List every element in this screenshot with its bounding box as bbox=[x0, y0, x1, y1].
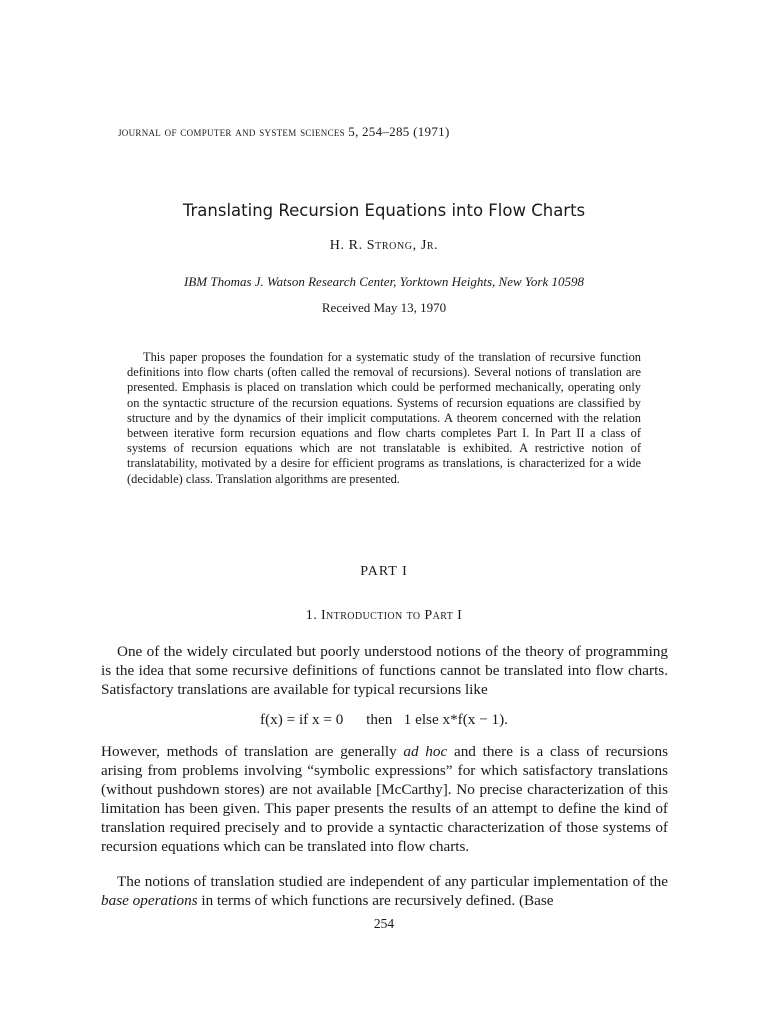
author-initials: H. R. bbox=[329, 238, 367, 253]
author-name bbox=[0, 238, 768, 254]
journal-volume: 5, bbox=[348, 124, 359, 139]
paragraph-text: The notions of translation studied are independent of any particular implementation of the bbox=[117, 873, 668, 890]
paper-title: Translating Recursion Equations into Flow Charts bbox=[182, 201, 586, 220]
paragraph-text: However, methods of translation are generally bbox=[101, 743, 404, 760]
section-number: 1. bbox=[305, 608, 321, 623]
emphasis-text: base operations bbox=[101, 892, 198, 910]
section-heading bbox=[0, 608, 768, 624]
journal-pages-year: 254–285 (1971) bbox=[361, 124, 450, 139]
page-number: 254 bbox=[373, 916, 395, 931]
paragraph-notions bbox=[101, 872, 668, 910]
paragraph-text: and there is a class of recursions arising from problems involving “symbolic expressions” for which satisfactory translations (without pushdown stores) are not available [McCarthy]. No precise characterization of this limitation has been given. This paper presents the results of an attempt to define the kind of translation required precisely and to provide a syntactic characterization of those systems of recursion equations which can be translated into flow charts. bbox=[101, 743, 668, 856]
part-heading: PART I bbox=[360, 564, 408, 579]
journal-name: journal of computer and system sciences bbox=[118, 124, 345, 139]
emphasis-text: ad hoc bbox=[403, 743, 448, 760]
abstract: This paper proposes the foundation for a systematic study of the translation of recursive function definitions into flow charts (often called the removal of recursions). Several notions of translation are presented. Emphasis is placed on translation which could be performed mechanically, operating only on the syntactic structure of the recursion equations. Systems of recursion equations are classified by structure and by the dynamics of their implicit computations. A theorem concerned with the relation between iterative form recursion equations and flow charts completes Part I. In Part II a class of systems of recursion equations which are not translatable is exhibited. A restrictive notion of translatability, motivated by a desire for efficient programs as translations, is characterized for a wide (decidable) class. Translation algorithms are presented. bbox=[127, 350, 641, 486]
section-title: Introduction to Part I bbox=[321, 608, 463, 623]
paragraph-intro: One of the widely circulated but poorly understood notions of the theory of programming is the idea that some recursive definitions of functions cannot be translated into flow charts. Satisfactory translations are available for typical recursions like bbox=[101, 643, 668, 699]
journal-citation bbox=[118, 124, 450, 140]
paragraph-text: in terms of which functions are recursively defined. (Base bbox=[197, 892, 554, 910]
paragraph-translation-methods bbox=[101, 742, 668, 857]
author-affiliation: IBM Thomas J. Watson Research Center, Yorktown Heights, New York 10598 bbox=[184, 274, 584, 289]
display-formula: f(x) = if x = 0 then 1 else x*f(x − 1). bbox=[260, 711, 508, 728]
received-date: Received May 13, 1970 bbox=[321, 300, 447, 315]
author-surname: Strong, Jr. bbox=[366, 238, 439, 253]
